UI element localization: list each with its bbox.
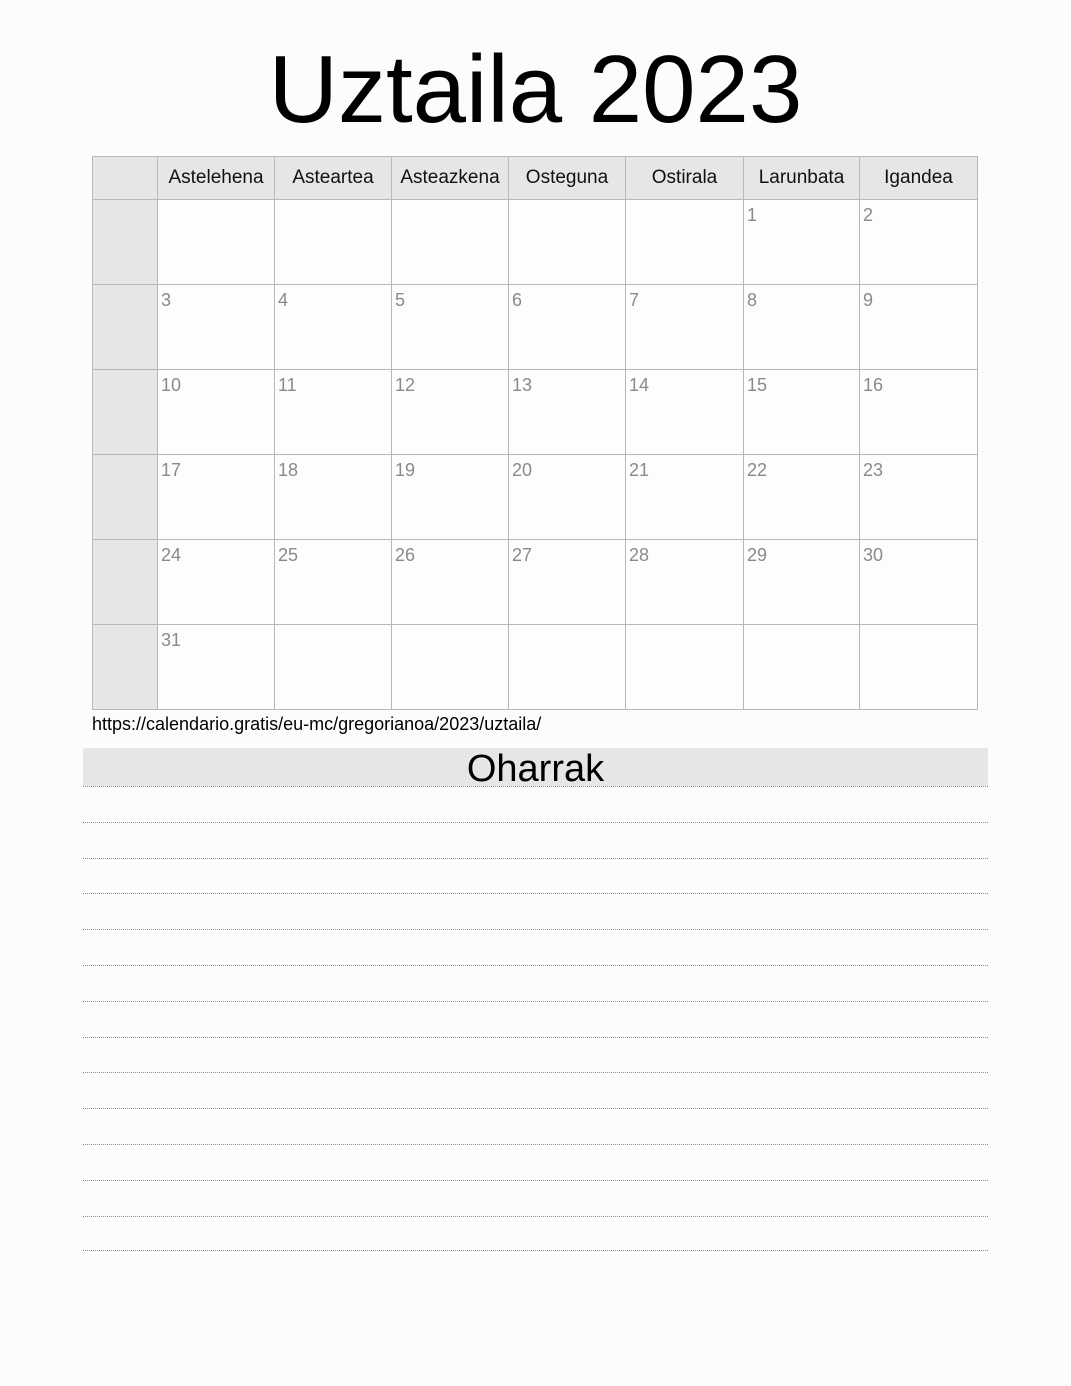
- day-number: 3: [161, 290, 172, 310]
- day-cell: [744, 540, 860, 625]
- day-cell: [158, 370, 275, 455]
- day-number: 7: [629, 290, 640, 310]
- day-number: [744, 625, 859, 630]
- weekday-header: Osteguna: [509, 157, 626, 200]
- day-number: 21: [629, 460, 650, 480]
- day-cell: [275, 370, 392, 455]
- note-line: [83, 1180, 988, 1216]
- note-line: [83, 1144, 988, 1180]
- day-number: 15: [747, 375, 768, 395]
- week-number-header: [93, 157, 158, 200]
- day-number: 18: [278, 460, 299, 480]
- week-number-cell: [93, 285, 158, 370]
- notes-area: [83, 786, 988, 1251]
- day-number: 26: [395, 545, 416, 565]
- day-cell: [158, 200, 275, 285]
- day-cell: [275, 540, 392, 625]
- note-line: [83, 965, 988, 1001]
- day-cell: [509, 455, 626, 540]
- day-number: 30: [863, 545, 884, 565]
- day-cell: [392, 370, 509, 455]
- day-cell: [509, 285, 626, 370]
- day-cell: [744, 455, 860, 540]
- day-cell: [860, 285, 978, 370]
- week-number-cell: [93, 625, 158, 710]
- week-number-cell: [93, 455, 158, 540]
- day-number: 20: [512, 460, 533, 480]
- day-cell: [744, 200, 860, 285]
- weekday-header: Asteazkena: [392, 157, 509, 200]
- day-cell: [275, 285, 392, 370]
- day-cell: [158, 540, 275, 625]
- day-number: 11: [278, 375, 297, 395]
- day-number: 27: [512, 545, 533, 565]
- day-cell: [392, 285, 509, 370]
- day-number: 31: [161, 630, 182, 650]
- day-cell: [509, 370, 626, 455]
- note-line: [83, 858, 988, 894]
- day-cell: [392, 625, 509, 710]
- note-line: [83, 822, 988, 858]
- day-number: [509, 200, 625, 205]
- day-cell: [158, 625, 275, 710]
- day-cell: [392, 200, 509, 285]
- note-line: [83, 929, 988, 965]
- day-cell: [392, 540, 509, 625]
- source-url: https://calendario.gratis/eu-mc/gregorianoa/2023/uztaila/: [92, 714, 542, 734]
- day-cell: [275, 455, 392, 540]
- day-cell: [626, 455, 744, 540]
- note-line: [83, 1072, 988, 1108]
- weekday-header: Astelehena: [158, 157, 275, 200]
- day-number: 22: [747, 460, 768, 480]
- calendar-week-row: [93, 200, 978, 285]
- day-number: 28: [629, 545, 650, 565]
- day-number: [158, 200, 274, 205]
- note-line: [83, 1216, 988, 1252]
- day-cell: [860, 540, 978, 625]
- day-number: 9: [863, 290, 874, 310]
- day-cell: [860, 455, 978, 540]
- day-number: 6: [512, 290, 523, 310]
- day-number: 19: [395, 460, 416, 480]
- day-number: 24: [161, 545, 182, 565]
- day-cell: [860, 370, 978, 455]
- calendar-grid: [92, 156, 978, 710]
- day-cell: [626, 285, 744, 370]
- day-cell: [860, 200, 978, 285]
- day-number: 2: [863, 205, 874, 225]
- day-number: 8: [747, 290, 758, 310]
- day-cell: [626, 625, 744, 710]
- day-number: 13: [512, 375, 533, 395]
- day-cell: [626, 200, 744, 285]
- day-number: [509, 625, 625, 630]
- day-number: [626, 200, 743, 205]
- day-cell: [158, 285, 275, 370]
- day-cell: [860, 625, 978, 710]
- day-cell: [626, 370, 744, 455]
- weekday-header: Larunbata: [744, 157, 860, 200]
- day-cell: [509, 200, 626, 285]
- day-cell: [392, 455, 509, 540]
- day-number: 29: [747, 545, 768, 565]
- calendar-week-row: [93, 285, 978, 370]
- week-number-cell: [93, 200, 158, 285]
- notes-title: Oharrak: [83, 748, 988, 786]
- day-number: [860, 625, 977, 630]
- note-line: [83, 786, 988, 822]
- day-number: 23: [863, 460, 884, 480]
- note-line: [83, 1108, 988, 1144]
- day-cell: [509, 540, 626, 625]
- week-number-cell: [93, 540, 158, 625]
- calendar-week-row: [93, 625, 978, 710]
- calendar-week-row: [93, 540, 978, 625]
- day-cell: [275, 200, 392, 285]
- day-number: [392, 625, 508, 630]
- note-line: [83, 1001, 988, 1037]
- day-number: 4: [278, 290, 289, 310]
- calendar-week-row: [93, 370, 978, 455]
- week-number-cell: [93, 370, 158, 455]
- day-cell: [509, 625, 626, 710]
- day-cell: [158, 455, 275, 540]
- day-cell: [744, 625, 860, 710]
- weekday-header-row: [93, 157, 978, 200]
- day-number: [626, 625, 743, 630]
- day-number: 17: [161, 460, 182, 480]
- day-cell: [744, 370, 860, 455]
- day-number: 5: [395, 290, 406, 310]
- day-number: [275, 200, 391, 205]
- day-number: 25: [278, 545, 299, 565]
- note-line: [83, 893, 988, 929]
- page-title: Uztaila 2023: [268, 36, 803, 143]
- day-number: 1: [747, 205, 758, 225]
- weekday-header: Ostirala: [626, 157, 744, 200]
- note-line: [83, 1037, 988, 1073]
- day-number: 14: [629, 375, 650, 395]
- day-cell: [275, 625, 392, 710]
- day-cell: [626, 540, 744, 625]
- weekday-header: Igandea: [860, 157, 978, 200]
- day-number: [275, 625, 391, 630]
- calendar-week-row: [93, 455, 978, 540]
- day-number: 16: [863, 375, 884, 395]
- day-number: 12: [395, 375, 416, 395]
- weekday-header: Asteartea: [275, 157, 392, 200]
- day-cell: [744, 285, 860, 370]
- day-number: 10: [161, 375, 182, 395]
- day-number: [392, 200, 508, 205]
